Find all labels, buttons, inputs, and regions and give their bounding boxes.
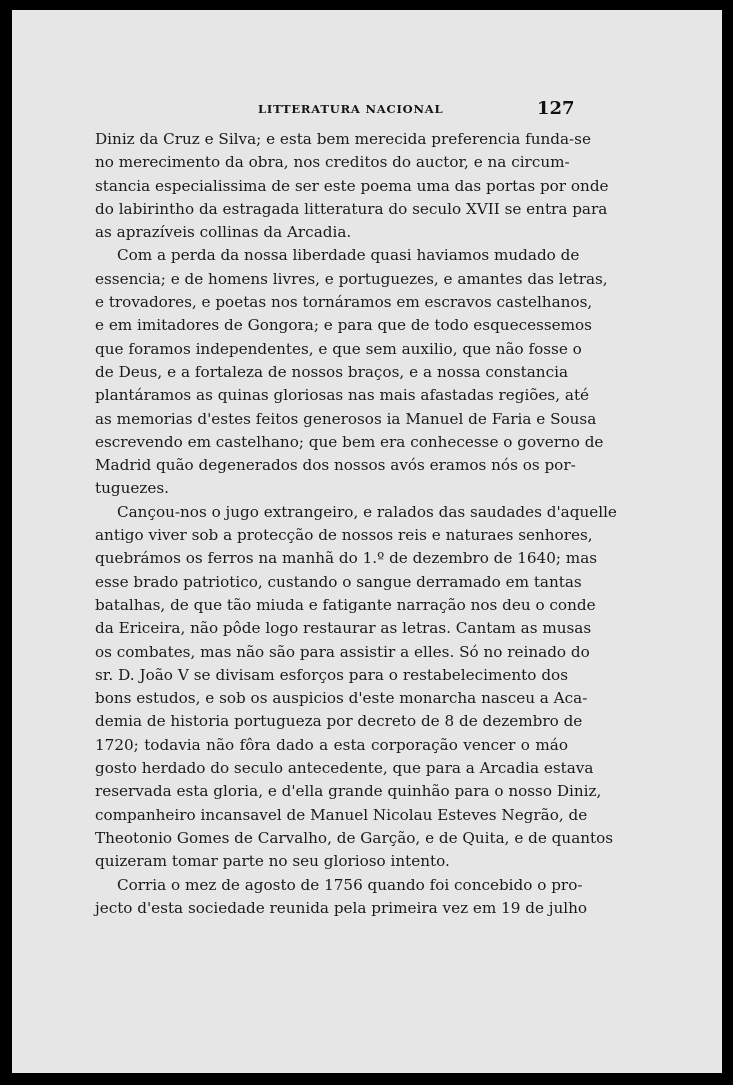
text-line: reservada esta gloria, e d'ella grande quinhão para o nosso Diniz, (95, 782, 602, 801)
text-line: sr. D. João V se divisam esforços para o restabelecimento dos (95, 665, 568, 684)
text-line: esse brado patriotico, custando o sangue derramado em tantas (95, 572, 582, 591)
text-line: batalhas, de que tão miuda e fatigante narração nos deu o conde (95, 595, 596, 614)
page-header (12, 98, 722, 124)
text-line: antigo viver sob a protecção de nossos reis e naturaes senhores, (95, 526, 593, 545)
text-line: plantáramos as quinas gloriosas nas mais afastadas regiões, até (95, 386, 590, 405)
text-line: tuguezes. (95, 479, 169, 498)
paragraph-start-line: Cançou-nos o jugo extrangeiro, e ralados das saudades d'aquelle (117, 502, 617, 521)
text-line: as memorias d'estes feitos generosos ia Manuel de Faria e Sousa (95, 409, 597, 428)
text-line: quebrámos os ferros na manhã do 1.º de dezembro de 1640; mas (95, 549, 598, 568)
text-line: e trovadores, e poetas nos tornáramos em escravos castelhanos, (95, 293, 593, 312)
text-line: que foramos independentes, e que sem auxilio, que não fosse o (95, 339, 582, 358)
text-line: demia de historia portugueza por decreto de 8 de dezembro de (95, 712, 583, 731)
text-line: escrevendo em castelhano; que bem era conhecesse o governo de (95, 432, 604, 451)
paragraph-start-line: Com a perda da nossa liberdade quasi haviamos mudado de (117, 246, 580, 265)
text-line: 1720; todavia não fôra dado a esta corporação vencer o máo (95, 735, 568, 754)
text-line: gosto herdado do seculo antecedente, que para a Arcadia estava (95, 759, 594, 778)
page-number: 127 (537, 98, 575, 119)
text-line: Diniz da Cruz e Silva; e esta bem merecida preferencia funda-se (95, 130, 591, 148)
text-line: as aprazíveis collinas da Arcadia. (95, 223, 352, 242)
text-line: quizeram tomar parte no seu glorioso intento. (95, 852, 450, 871)
text-line: Madrid quão degenerados dos nossos avós eramos nós os por- (95, 456, 576, 475)
text-line: bons estudos, e sob os auspicios d'este monarcha nasceu a Aca- (95, 689, 588, 708)
body-text (95, 128, 617, 920)
text-line: jecto d'esta sociedade reunida pela primeira vez em 19 de julho (95, 898, 588, 917)
text-line: Theotonio Gomes de Carvalho, de Garção, e de Quita, e de quantos (95, 828, 614, 847)
text-line: de Deus, e a fortaleza de nossos braços, e a nossa constancia (95, 362, 568, 381)
text-line: stancia especialissima de ser este poema uma das portas por onde (95, 176, 609, 195)
text-line: companheiro incansavel de Manuel Nicolau Esteves Negrão, de (95, 805, 588, 824)
text-line: os combates, mas não são para assistir a elles. Só no reinado do (95, 642, 590, 661)
text-line: da Ericeira, não pôde logo restaurar as letras. Cantam as musas (95, 619, 592, 638)
text-line: do labirintho da estragada litteratura do seculo XVII se entra para (95, 199, 608, 218)
book-page (12, 10, 722, 1073)
text-line: essencia; e de homens livres, e portuguezes, e amantes das letras, (95, 269, 608, 288)
running-title: LITTERATURA NACIONAL (258, 102, 444, 116)
text-line: e em imitadores de Gongora; e para que de todo esquecessemos (95, 316, 592, 335)
text-line: no merecimento da obra, nos creditos do auctor, e na circum- (95, 153, 570, 172)
paragraph-start-line: Corria o mez de agosto de 1756 quando foi concebido o pro- (117, 875, 583, 894)
